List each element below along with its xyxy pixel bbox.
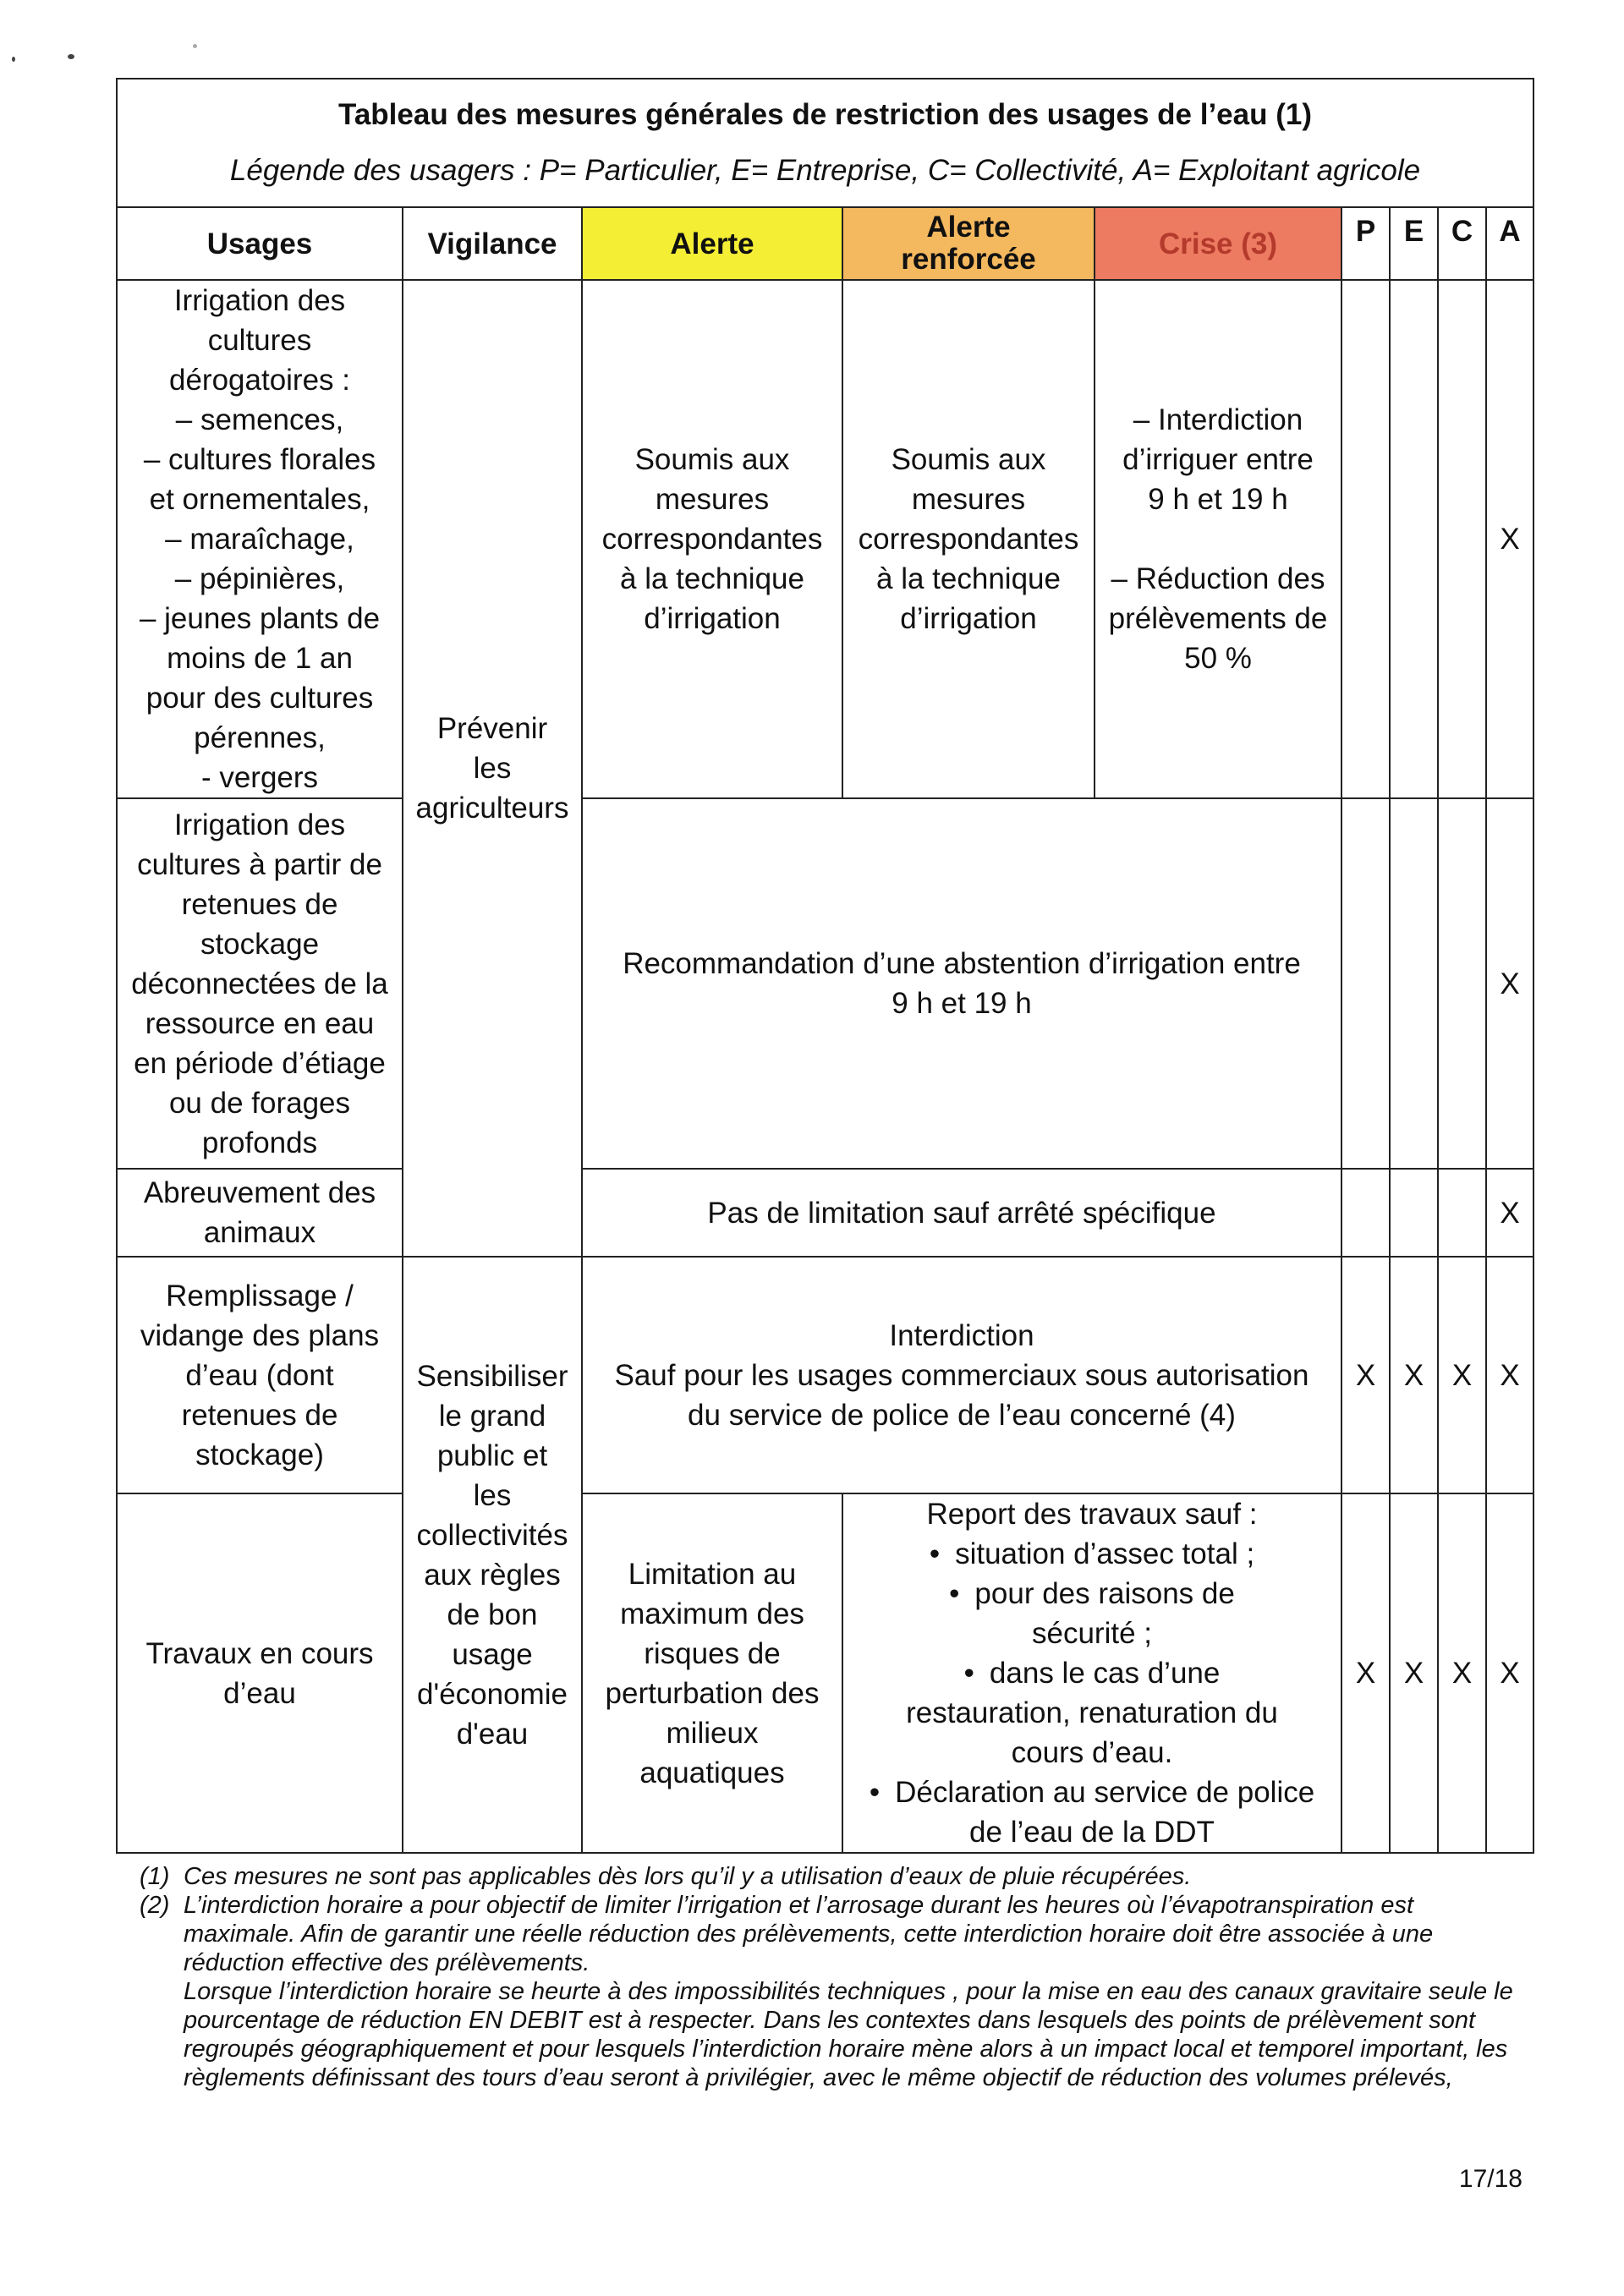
measure-cell — [582, 1257, 1341, 1493]
restriction-table — [116, 78, 1534, 1854]
alerte-cell — [582, 1493, 842, 1853]
scan-speck — [12, 57, 15, 62]
header-usages: Usages — [117, 207, 403, 280]
mark-e: X — [1390, 1493, 1438, 1853]
mark-c — [1438, 1169, 1486, 1257]
table-title: Tableau des mesures générales de restriction des usages de l’eau (1) — [338, 98, 1312, 131]
interdiction-plans-eau: Interdiction Sauf pour les usages commerciaux sous autorisation du service de police de l’eau concerné (4) — [614, 1318, 1309, 1432]
mark-c — [1438, 798, 1486, 1169]
footnote-2-text: L’interdiction horaire a pour objectif de limiter l’irrigation et l’arrosage durant les heures où l’évapotranspiration est maximale. Afin de garantir une réelle réduction des prélèvements, cette interdiction horaire doit être associée à une réduction effective des prélèvements. — [184, 1892, 1434, 1976]
usage-cell — [117, 1493, 403, 1853]
mark-p: X — [1341, 1257, 1390, 1493]
footnote-1-text: Ces mesures ne sont pas applicables dès lors qu’il y a utilisation d’eaux de pluie récupérées. — [184, 1863, 1192, 1890]
header-c: C — [1438, 207, 1486, 280]
report-item-securite: pour des raisons de sécurité ; — [974, 1577, 1235, 1650]
crise-cell — [1095, 280, 1341, 798]
mark-p — [1341, 1169, 1390, 1257]
no-limitation: Pas de limitation sauf arrêté spécifique — [582, 1169, 1341, 1257]
usage-plans-eau: Remplissage / vidange des plans d’eau (dont retenues de stockage) — [140, 1279, 380, 1471]
report-cell — [842, 1493, 1341, 1853]
footnote-1 — [140, 1862, 1527, 1891]
mark-e — [1390, 1169, 1438, 1257]
mark-a: X — [1486, 1493, 1533, 1853]
header-alerte-renforcee-cell — [842, 207, 1095, 280]
report-title: Report des travaux sauf : — [926, 1498, 1258, 1531]
footnote-2 — [140, 1891, 1527, 1977]
vigilance-agriculteurs: Prévenir les agriculteurs — [415, 712, 569, 825]
footnote-2-continuation: Lorsque l’interdiction horaire se heurte à des impossibilités techniques , pour la mise en eau des canaux gravitaire seule le pourcentage de réduction EN DEBIT est à respecter. Dans les contextes dans lesquels des points de prélèvement sont regroupés géographiquement et pour lesquels l’interdiction horaire mène alors à un impact local et temporel important, les règlements définissant des tours d’eau seront à privilégier, avec le même objectif de réduction des volumes prélevés, — [184, 1978, 1513, 2091]
header-p: P — [1341, 207, 1390, 280]
header-e: E — [1390, 207, 1438, 280]
vigilance-grand-public: Sensibiliser le grand public et les collectivités aux règles de bon usage d'économie d'eau — [416, 1359, 568, 1751]
mark-a: X — [1486, 1169, 1533, 1257]
table-title-cell — [117, 79, 1533, 207]
header-row — [117, 207, 1533, 280]
report-item-restauration: dans le cas d’une restauration, renaturation du cours d’eau. — [906, 1657, 1278, 1769]
report-list — [843, 1534, 1341, 1852]
list-item: • Déclaration au service de police de l’eau de la DDT — [869, 1776, 1315, 1849]
report-item-declaration: Déclaration au service de police de l’eau de la DDT — [895, 1776, 1315, 1849]
limitation-risques: Limitation au maximum des risques de perturbation des milieux aquatiques — [605, 1557, 820, 1789]
usage-abreuvement — [117, 1169, 403, 1257]
mark-c — [1438, 280, 1486, 798]
mark-e — [1390, 798, 1438, 1169]
mark-c: X — [1438, 1493, 1486, 1853]
mark-p: X — [1341, 1493, 1390, 1853]
footnote-1-number: (1) — [140, 1863, 170, 1890]
mark-a: X — [1486, 1257, 1533, 1493]
usage-cell — [117, 1257, 403, 1493]
header-a: A — [1486, 207, 1533, 280]
mark-c: X — [1438, 1257, 1486, 1493]
vigilance-public-cell — [403, 1257, 582, 1853]
mark-p — [1341, 798, 1390, 1169]
mark-e: X — [1390, 1257, 1438, 1493]
list-item: • pour des raisons de sécurité ; — [949, 1577, 1235, 1650]
scan-speck — [68, 54, 74, 59]
alerte-renforcee-cell — [842, 280, 1095, 798]
list-item: • dans le cas d’une restauration, renaturation du cours d’eau. — [906, 1657, 1278, 1769]
usage-cell — [117, 280, 403, 798]
usage-abreuvement-text: Abreuvement des animaux — [143, 1176, 376, 1249]
page-number: 17/18 — [1458, 2165, 1522, 2193]
report-item-assec: situation d’assec total ; — [955, 1537, 1255, 1570]
measure-cell — [582, 798, 1341, 1169]
header-alerte-renforcee: Alerte renforcée — [901, 211, 1036, 276]
table-row — [117, 1257, 1533, 1493]
table-row — [117, 798, 1533, 1169]
abstention-recommendation: Recommandation d’une abstention d’irrigation entre 9 h et 19 h — [623, 947, 1301, 1020]
header-alerte: Alerte — [582, 207, 842, 280]
mark-a: X — [1486, 280, 1533, 798]
mark-a: X — [1486, 798, 1533, 1169]
usage-cell — [117, 798, 403, 1169]
users-legend: Légende des usagers : P= Particulier, E= Entreprise, C= Collectivité, A= Exploitant agricole — [229, 154, 1421, 187]
alerte-cell — [582, 280, 842, 798]
table-row — [117, 1169, 1533, 1257]
table-row — [117, 1493, 1533, 1853]
header-crise: Crise (3) — [1095, 207, 1341, 280]
list-item: • situation d’assec total ; — [929, 1537, 1255, 1570]
mark-p — [1341, 280, 1390, 798]
scan-speck — [193, 44, 197, 48]
usage-irrigation-derogatoires: Irrigation des cultures dérogatoires : – semences, – cultures florales et ornementales, – maraîchage, – pépinières, – jeunes plants de moins de 1 an pour des cultures pérennes, - vergers — [139, 284, 381, 794]
usage-irrigation-retenues: Irrigation des cultures à partir de retenues de stockage déconnectées de la ressource en eau en période d’étiage ou de forages profonds — [131, 808, 388, 1159]
alerte-measure: Soumis aux mesures correspondantes à la technique d’irrigation — [601, 443, 823, 635]
header-vigilance: Vigilance — [403, 207, 582, 280]
footnotes — [140, 1862, 1527, 2092]
vigilance-agri-cell — [403, 280, 582, 1257]
usage-travaux: Travaux en cours d’eau — [145, 1636, 374, 1710]
mark-e — [1390, 280, 1438, 798]
footnote-2-number: (2) — [140, 1892, 170, 1919]
crise-measure: – Interdiction d’irriguer entre 9 h et 19 h – Réduction des prélèvements de 50 % — [1108, 403, 1328, 675]
alerte-renforcee-measure: Soumis aux mesures correspondantes à la technique d’irrigation — [858, 443, 1079, 635]
table-row — [117, 280, 1533, 798]
